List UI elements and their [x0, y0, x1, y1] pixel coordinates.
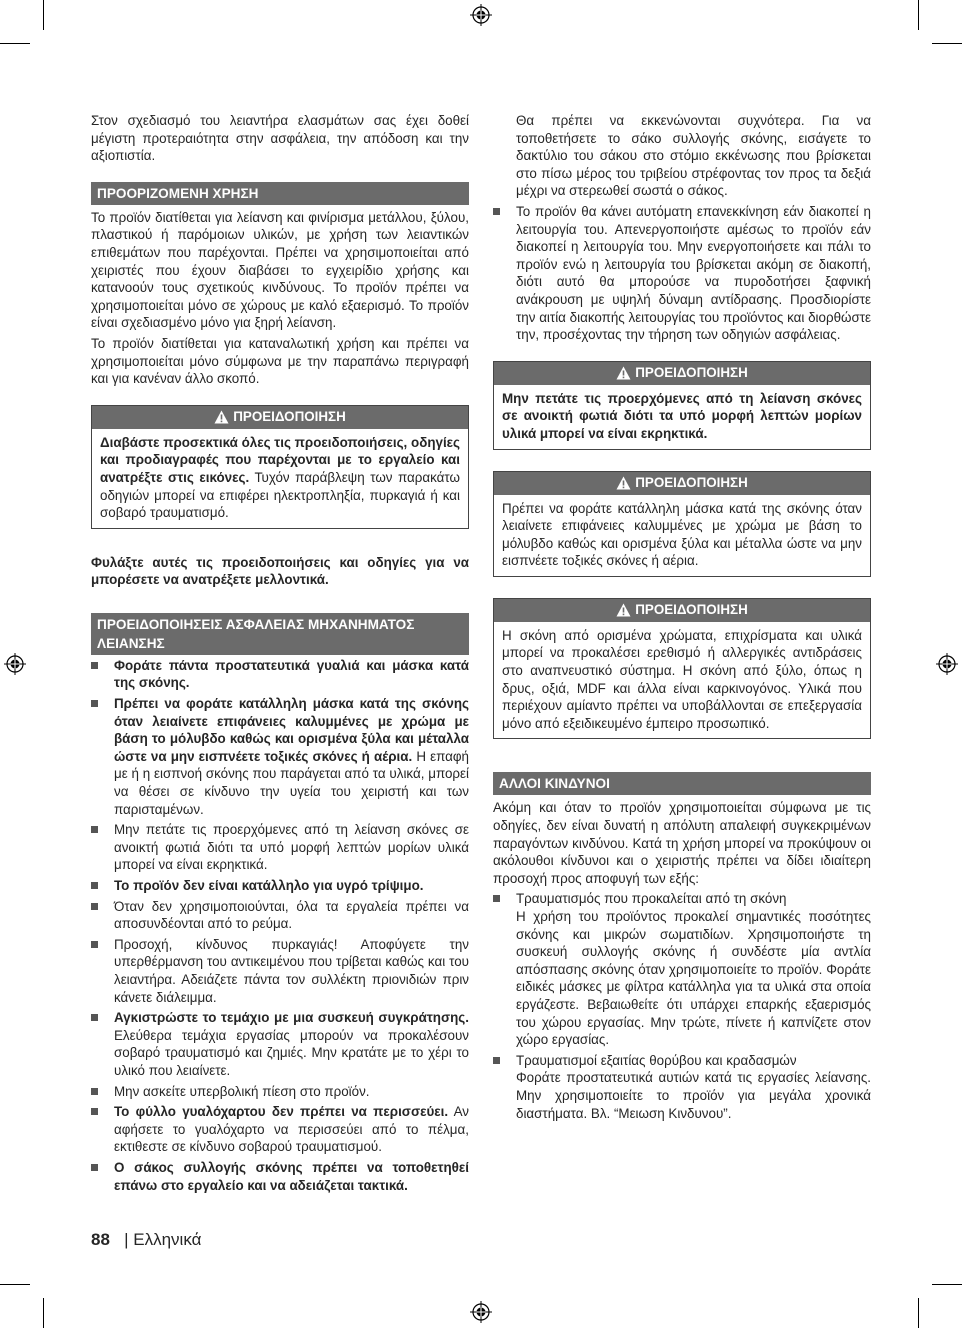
bullet-square-icon — [493, 1057, 500, 1064]
list-item-text: Φοράτε προστατευτικά αυτιών κατά τις εργασίες λείανσης. Μην χρησιμοποιείτε το προϊόν για μεγάλα χρονικά διαστήματα. Βλ. “Μειωση Κινδυνου”. — [516, 1070, 871, 1121]
registration-mark-icon — [4, 653, 26, 675]
list-item-text: Αν αφήσετε το γυαλόχαρτο να περισσεύει από το πέλμα, εκτιθεστε σε κίνδυνο σοβαρού τραυματισμού. — [114, 1104, 469, 1155]
list-item-title: Τραυματισμοί εξαιτίας θορύβου και κραδασμών — [516, 1052, 797, 1068]
registration-mark-icon — [470, 4, 492, 26]
intended-use-paragraph-2: Το προϊόν διατίθεται για καταναλωτική χρήση και πρέπει να χρησιμοποιείται μόνο σύμφωνα με την παραπάνω περιγραφή και για κανέναν άλλο σκοπό. — [91, 335, 469, 387]
warning-triangle-icon — [616, 366, 631, 380]
list-item — [91, 1159, 469, 1194]
footer-language: Ελληνικά — [133, 1230, 202, 1249]
warning-triangle-icon — [616, 603, 631, 617]
page-footer — [91, 1230, 201, 1250]
crop-mark — [918, 0, 919, 30]
bullet-square-icon — [91, 662, 98, 669]
bullet-square-icon — [91, 1014, 98, 1021]
right-column — [493, 112, 871, 1122]
list-item — [91, 898, 469, 933]
list-item-text: Η χρήση του προϊόντος προκαλεί σημαντικές ποσότητες σκόνης και μικρών σωματιδίων. Χρησιμοποιήστε τη συσκευή συλλογής σκόνης ή συνδέστε μία αντλία απόσπασης σκόνης όταν χρησιμοποιείτε το προϊόν. Φοράτε ειδικές μάσκες με φίλτρα κατάλληλα για τα υλικά στα οποία εργάζεστε. Βεβαιωθείτε ότι υπάρχει επαρκής εξαερισμός του χώρου εργασίας. Μην τρώτε, πίνετε ή καπνίζετε στον χώρο εργασίας. — [516, 909, 871, 1048]
page-number: 88 — [91, 1230, 110, 1249]
registration-mark-icon — [936, 653, 958, 675]
crop-mark — [0, 1284, 30, 1285]
left-column — [91, 112, 469, 1194]
bullet-square-icon — [91, 941, 98, 948]
crop-mark — [43, 1298, 44, 1328]
list-item — [91, 1103, 469, 1156]
list-item-title: Τραυματισμός που προκαλείται από τη σκόνη — [516, 891, 787, 907]
bullet-square-icon — [493, 208, 500, 215]
section-heading-safety: ΠΡΟΕΙΔΟΠΟΙΗΣΕΙΣ ΑΣΦΑΛΕΙΑΣ ΜΗΧΑΝΗΜΑΤΟΣ ΛΕΙΑΝΣΗΣ — [91, 613, 469, 655]
other-risks-paragraph: Ακόμη και όταν το προϊόν χρησιμοποιείται σύμφωνα με τις οδηγίες, δεν είναι δυνατή η απόλυτη απαλειφή συγκεκριμένων παραγόντων κινδύνου. Κατά τη χρήση μπορεί να προκύψουν οι ακόλουθοι κίνδυνοι και ο χειριστής πρέπει να δίδει ιδιαίτερη προσοχή προς αποφυγή των εξής: — [493, 800, 871, 886]
warning-body: Η σκόνη από ορισμένα χρώματα, επιχρίσματα και υλικά μπορεί να προκαλέσει ερεθισμό ή αλλεργικές αντιδράσεις στο αναπνευστικό σύστημα. Η σκόνη από ξύλο, όπως η δρυς, οξιά, MDF και άλλα είναι καρκινογόνος. Υλικά που περιέχουν αμίαντο πρέπει να υποβάλλονται σε επεξεργασία μόνο από εξειδικευμένο έμπειρο προσωπικό. — [502, 627, 862, 731]
risks-bullet-list — [493, 890, 871, 1122]
list-item — [91, 1083, 469, 1101]
list-item — [91, 657, 469, 692]
bullet-square-icon — [91, 1088, 98, 1095]
warning-box — [493, 598, 871, 740]
list-item — [91, 821, 469, 874]
bullet-square-icon — [91, 1108, 98, 1115]
warning-box — [493, 471, 871, 577]
crop-mark — [43, 0, 44, 30]
list-item-text: Η επαφή με ή η εισπνοή σκόνης που παράγεται από τα υλικά, μπορεί να θέσει σε κίνδυνο την υγεία του χειριστή και των παρισταμένων. — [114, 748, 469, 817]
list-item-text: Φοράτε πάντα προστατευτικά γυαλιά και μάσκα κατά της σκόνης. — [114, 657, 469, 691]
intro-paragraph: Στον σχεδιασμό του λειαντήρα ελασμάτων σας έχει δοθεί μέγιστη προτεραιότητα στην ασφάλεια, την απόδοση και την αξιοπιστία. — [91, 113, 469, 164]
warning-box — [91, 405, 469, 529]
bullet-square-icon — [493, 895, 500, 902]
list-item-text: Ο σάκος συλλογής σκόνης πρέπει να τοποθετηθεί επάνω στο εργαλείο και να αδειάζεται τακτικά. — [114, 1159, 469, 1193]
list-item — [493, 890, 871, 1048]
list-item-text: Προσοχή, κίνδυνος πυρκαγιάς! Αποφύγετε την υπερθέρμανση του αντικειμένου που τρίβεται καθώς και του λειαντήρα. Αδειάζετε πάντα τον συλλέκτη πριονιδιών πριν κάνετε διάλειμμα. — [114, 936, 469, 1005]
warning-triangle-icon — [214, 410, 229, 424]
warning-bold-text: Διαβάστε προσεκτικά όλες τις προειδοποιήσεις, οδηγίες και προδιαγραφές που παρέχονται με το εργαλείο και ανατρέξτε στις εικόνες. — [100, 434, 460, 485]
list-item — [493, 203, 871, 344]
bullet-square-icon — [91, 700, 98, 707]
warning-body: Πρέπει να φοράτε κατάλληλη μάσκα κατά της σκόνης όταν λειαίνετε επιφάνειες καλυμμένες με χρώμα με βάση το μόλυβδο καθώς και ορισμένα ξύλα και μέταλλα ώστε να μην εισπνέετε τοξικές σκόνες ή αέρια. — [502, 500, 862, 569]
list-item-text: Όταν δεν χρησιμοποιούνται, όλα τα εργαλεία πρέπει να αποσυνδέονται από το ρεύμα. — [114, 898, 469, 932]
crop-mark — [918, 1298, 919, 1328]
continued-paragraph: Θα πρέπει να εκκενώνονται συχνότερα. Για να τοποθετήσετε το σάκο συλλογής σκόνης, εισάγετε το δακτύλιο του σάκου στο στόμιο εκκένωσης που βρίσκεται στο πίσω μέρος του τριβείου στρέφοντας τον προς τα δεξιά μέχρι να στερεωθεί σωστά ο σάκος. — [516, 113, 871, 199]
section-heading-intended-use: ΠΡΟΟΡΙΖΟΜΕΝΗ ΧΡΗΣΗ — [91, 182, 469, 205]
warning-title: ΠΡΟΕΙΔΟΠΟΙΗΣΗ — [635, 474, 748, 490]
list-item — [493, 1052, 871, 1122]
warning-body — [92, 429, 468, 528]
bullet-square-icon — [91, 1164, 98, 1171]
warning-box — [493, 361, 871, 450]
bullet-square-icon — [91, 826, 98, 833]
list-item-text: Το προϊόν θα κάνει αυτόματη επανεκκίνηση εάν διακοπεί η λειτουργία του. Απενεργοποιήστε αμέσως το προϊόν εάν διακοπεί η λειτουργία του. Μην ενεργοποιήσετε και πάλι το προϊόν ενώ η λειτουργία του βρίσκεται ακόμη σε διακοπή, διότι αυτό θα μπορούσε να πυροδοτήσει ξαφνική ανάκρουση με υψηλή δύναμη αντίδρασης. Προσδιορίστε την αιτία διακοπής λειτουργίας του προϊόντος και διορθώστε την, προσέχοντας την τήρηση των οδηγιών ασφάλειας. — [516, 203, 871, 343]
warning-triangle-icon — [616, 476, 631, 490]
bullet-square-icon — [91, 903, 98, 910]
section-heading-other-risks: ΑΛΛΟΙ ΚΙΝΔΥΝΟΙ — [493, 772, 871, 795]
list-item-bold-text: Αγκιστρώστε το τεμάχιο με μια συσκευή συγκράτησης. — [114, 1010, 469, 1026]
warning-title: ΠΡΟΕΙΔΟΠΟΙΗΣΗ — [635, 601, 748, 617]
warning-title: ΠΡΟΕΙΔΟΠΟΙΗΣΗ — [233, 408, 346, 424]
warning-text: Τυχόν παράβλεψη των παρακάτω οδηγιών μπορεί να επιφέρει ηλεκτροπληξία, πυρκαγιά ή και σοβαρό τραυματισμό. — [100, 469, 460, 521]
crop-mark — [932, 1284, 962, 1285]
registration-mark-icon — [470, 1301, 492, 1323]
list-item — [91, 695, 469, 818]
list-item-text: Μην πετάτε τις προερχόμενες από τη λείανση σκόνες σε ανοικτή φωτιά διότι τα υπό μορφή λεπτών μορίων υλικά μπορεί να είναι εκρηκτικά. — [114, 822, 469, 873]
warning-title: ΠΡΟΕΙΔΟΠΟΙΗΣΗ — [635, 364, 748, 380]
list-item-bold-text: Πρέπει να φοράτε κατάλληλη μάσκα κατά της σκόνης όταν λειαίνετε επιφάνειες καλυμμένες με χρώμα με βάση το μόλυβδο καθώς και ορισμένα ξύλα και μέταλλα ώστε να μην εισπνέετε τοξικές σκόνες ή αέρια. — [114, 696, 469, 764]
safety-bullet-list — [91, 657, 469, 1194]
footer-separator: | — [124, 1230, 129, 1249]
warning-header — [494, 599, 870, 622]
crop-mark — [0, 43, 30, 44]
warning-body: Μην πετάτε τις προερχόμενες από τη λείανση σκόνες σε ανοικτή φωτιά διότι τα υπό μορφή λεπτών μορίων υλικά μπορεί να είναι εκρηκτικά. — [502, 390, 862, 441]
warning-header — [494, 362, 870, 385]
warning-header — [494, 472, 870, 495]
list-item-text: Μην ασκείτε υπερβολική πίεση στο προϊόν. — [114, 1083, 370, 1099]
list-item — [91, 936, 469, 1006]
bullet-square-icon — [91, 882, 98, 889]
restart-bullet-list — [493, 203, 871, 344]
list-item-bold-text: Το φύλλο γυαλόχαρτου δεν πρέπει να περισσεύει. — [114, 1104, 449, 1120]
keep-instructions-note: Φυλάξτε αυτές τις προειδοποιήσεις και οδηγίες για να μπορέσετε να ανατρέξετε μελλοντικά. — [91, 554, 469, 588]
list-item — [91, 1009, 469, 1079]
warning-header — [92, 406, 468, 429]
crop-mark — [932, 43, 962, 44]
intended-use-paragraph: Το προϊόν διατίθεται για λείανση και φινίρισμα μετάλλου, ξύλου, πλαστικού ή παρόμοιων υλικών, με χρήση των λειαντικών επιθεμάτων που παρέχονται. Πρέπει να χρησιμοποιείται από χειριστές που έχουν διαβάσει το εγχειρίδιο χρήσης και κατανοούν τους σχετικούς κινδύνους. Το προϊόν πρέπει να χρησιμοποιείται μόνο σε χώρους με καλό εξαερισμό. Το προϊόν είναι σχεδιασμένο μόνο για ξηρή λείανση. — [91, 209, 469, 331]
list-item — [91, 877, 469, 895]
list-item-text: Ελεύθερα τεμάχια εργασίας μπορούν να προκαλέσουν σοβαρό τραυματισμό και ζημιές. Μην κρατάτε με το χέρι το υλικό που λειαίνετε. — [114, 1027, 469, 1078]
list-item-text: Το προϊόν δεν είναι κατάλληλο για υγρό τρίψιμο. — [114, 878, 424, 893]
